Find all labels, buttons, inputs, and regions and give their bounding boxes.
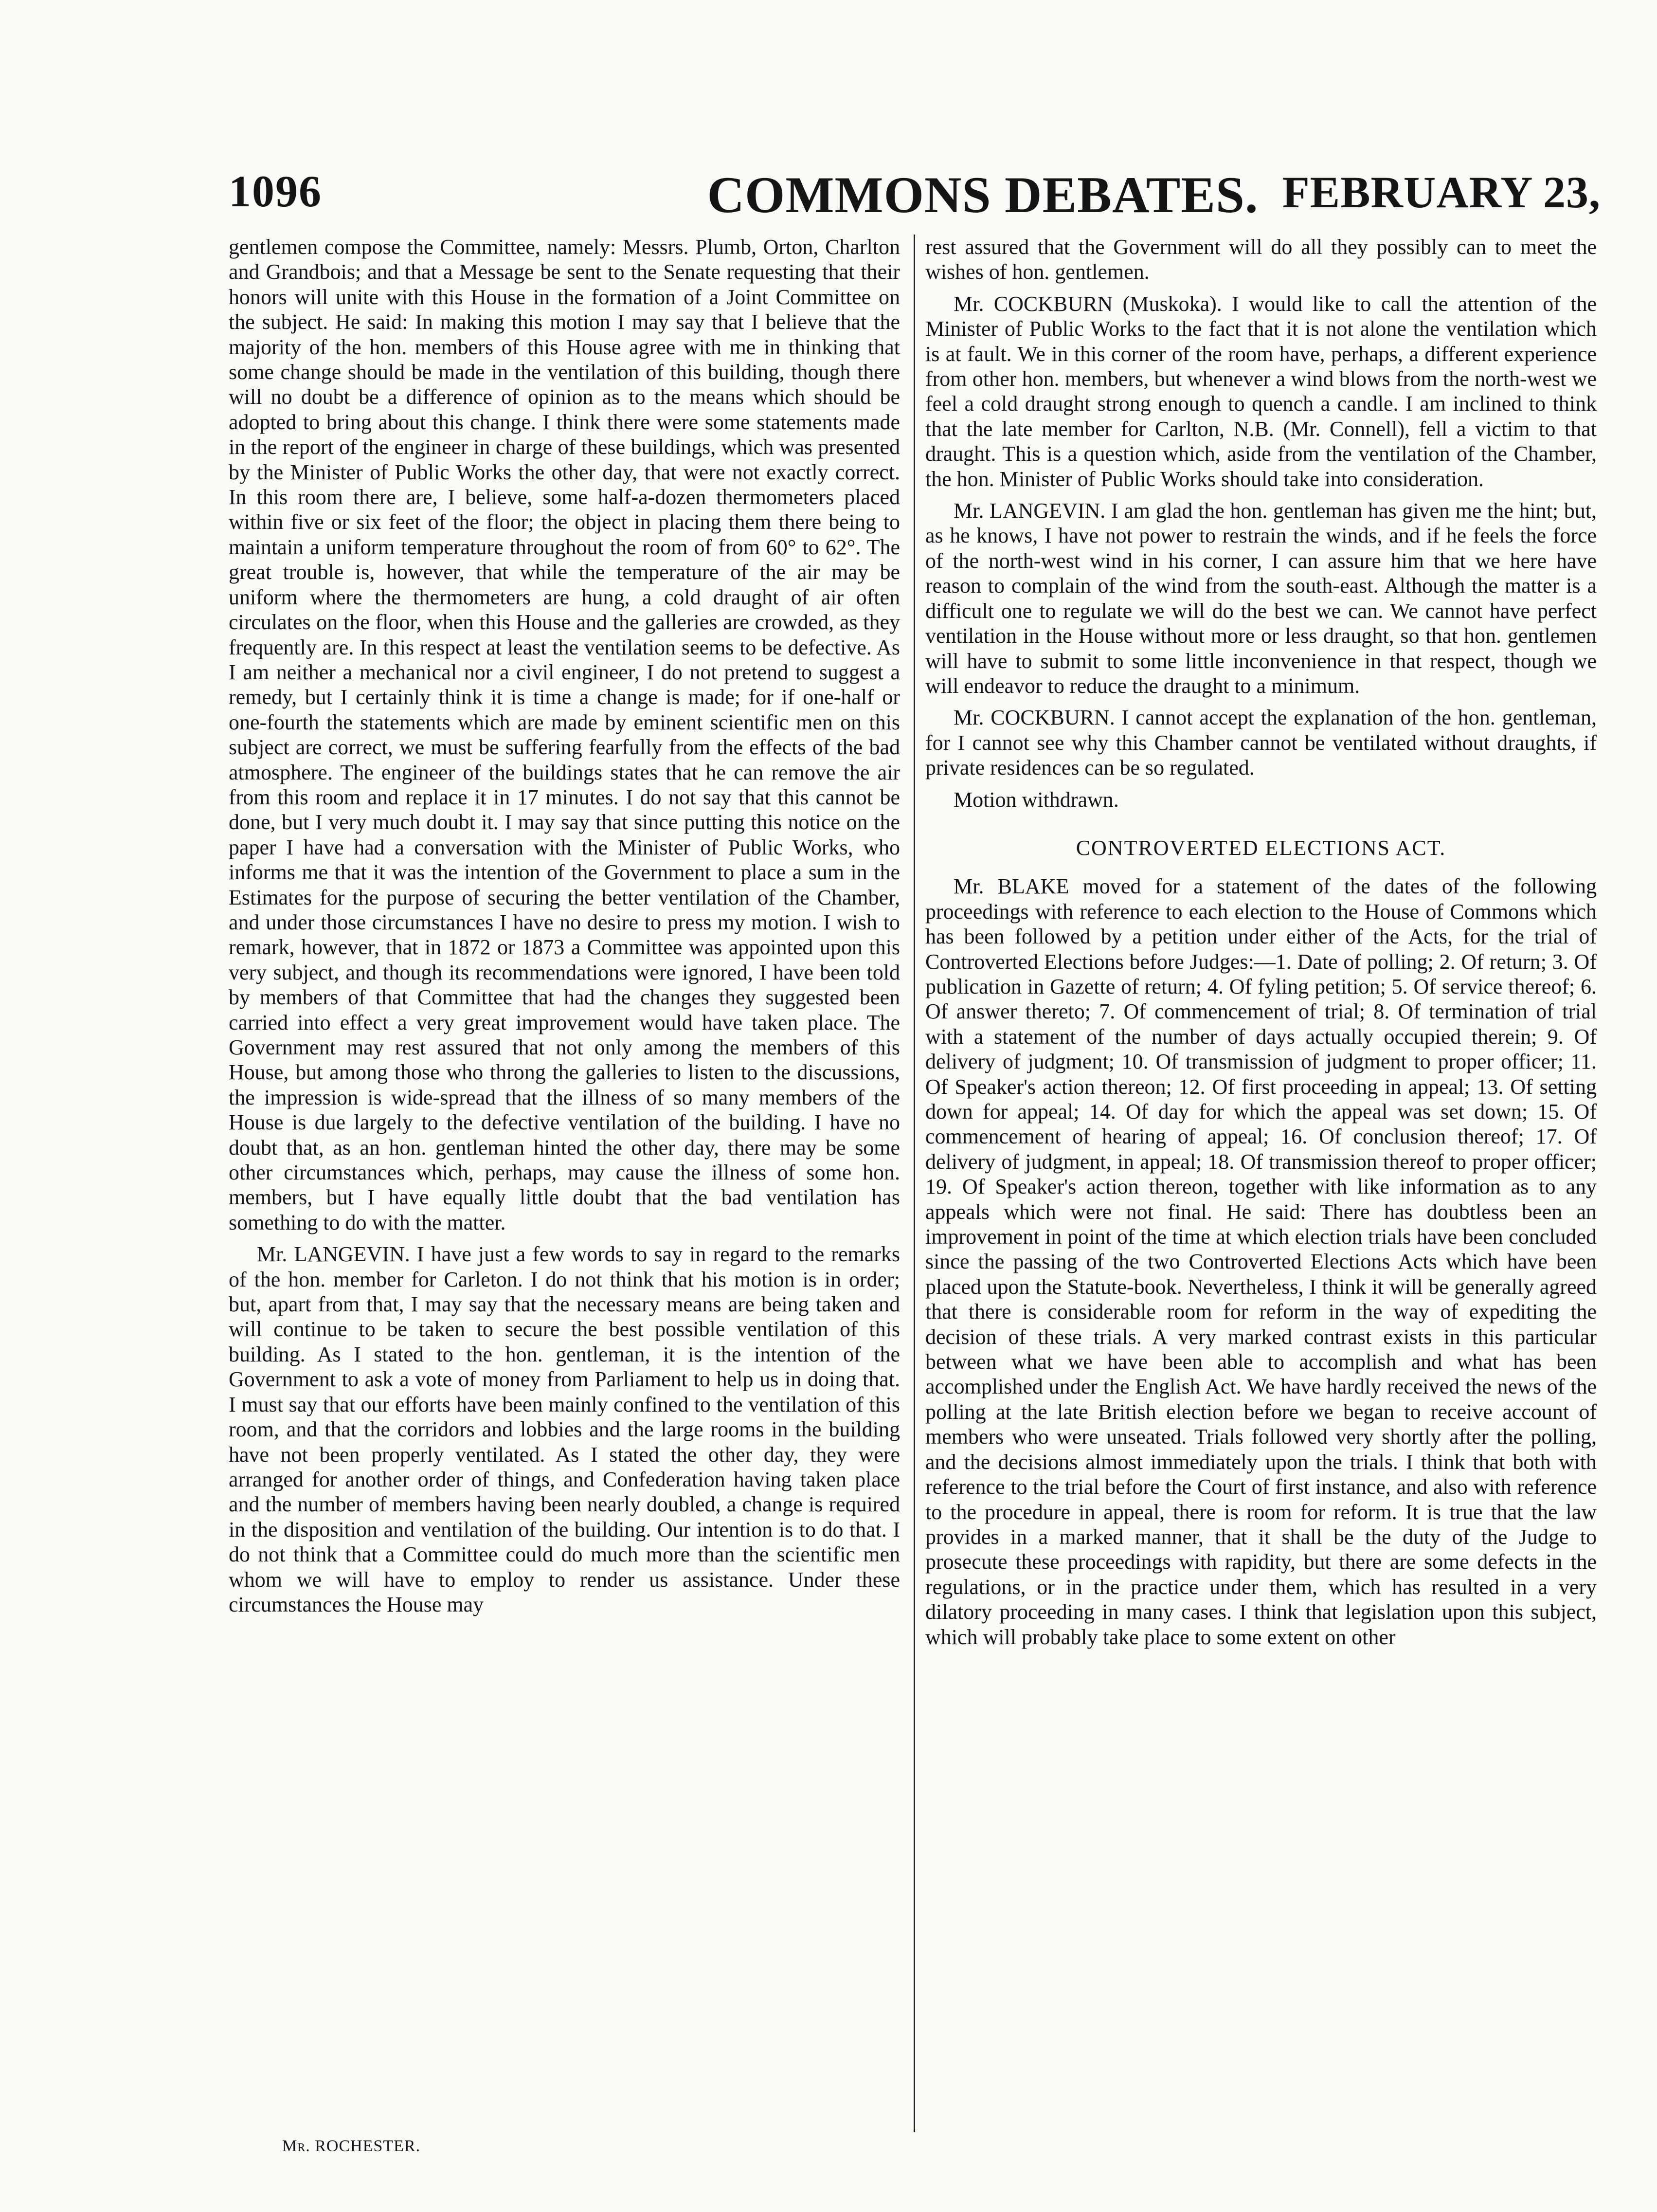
section-title: CONTROVERTED ELECTIONS ACT. bbox=[1076, 835, 1446, 860]
section-paragraph-1: Mr. BLAKE moved for a statement of the dates of the following proceedings with reference to each election to the House of Commons which has been followed by a petition under either of the Acts, for the trial of Controverted Elections before Judges:—1. Date of polling; 2. Of return; 3. Of publication in Gazette of return; 4. Of fyling petition; 5. Of service thereof; 6. Of answer thereto; 7. Of commencement of trial; 8. Of termination of trial with a statement of the number of days actually occupied therein; 9. Of delivery of judgment; 10. Of transmission of judgment to proper officer; 11. Of Speaker's action thereon; 12. Of first proceeding in appeal; 13. Of setting down for appeal; 14. Of day for which the appeal was set down; 15. Of commencement of hearing of appeal; 16. Of conclusion thereof; 17. Of delivery of judgment, in appeal; 18. Of transmission thereof to proper officer; 19. Of Speaker's action thereon, together with like information as to any appeals which were not final. He said: There has doubtless been an improvement in point of the time at which election trials have been concluded since the passing of the two Controverted Elections Acts which have been placed upon the Statute-book. Nevertheless, I think it will be generally agreed that there is considerable room for reform in the way of expediting the decision of these trials. A very marked contrast exists in this particular between what we have been able to accomplish and what has been accomplished under the English Act. We have hardly received the news of the polling at the late British election before we began to receive account of members who were unseated. Trials followed very shortly after the polling, and the decisions almost immediately upon the trials. I think that both with reference to the trial before the Court of first instance, and also with reference to the procedure in appeal, there is room for reform. It is true that the law provides in a marked manner, that it shall be the duty of the Judge to prosecute these proceedings with rapidity, but there are some defects in the regulations, or in the practice under them, which has resulted in a very dilatory proceeding in many cases. I think that legislation upon this subject, which will probably take place to some extent on other bbox=[925, 874, 1597, 1649]
right-paragraph-5: Motion withdrawn. bbox=[954, 787, 1119, 812]
right-column bbox=[925, 235, 1597, 2132]
page-number: 1096 bbox=[229, 166, 322, 216]
right-paragraph-2: Mr. COCKBURN (Muskoka). I would like to call the attention of the Minister of Public Works to the fact that it is not alone the ventilation which is at fault. We in this corner of the room have, perhaps, a different experience from other hon. members, but whenever a wind blows from the north-west we feel a cold draught strong enough to quench a candle. I am inclined to think that the late member for Carlton, N.B. (Mr. Connell), fell a victim to that draught. This is a question which, aside from the ventilation of the Chamber, the hon. Minister of Public Works should take into consideration. bbox=[925, 291, 1597, 491]
left-paragraph-1: gentlemen compose the Committee, namely: Messrs. Plumb, Orton, Charlton and Grandbois; and that a Message be sent to the Senate requesting that their honors will unite with this House in the formation of a Joint Committee on the subject. He said: In making this motion I may say that I believe that the majority of the hon. members of this House agree with me in thinking that some change should be made in the ventilation of this building, though there will no doubt be a difference of opinion as to the means which should be adopted to bring about this change. I think there were some statements made in the report of the engineer in charge of these buildings, which was presented by the Minister of Public Works the other day, that were not exactly correct. In this room there are, I believe, some half-a-dozen thermometers placed within five or six feet of the floor; the object in placing them there being to maintain a uniform temperature throughout the room of from 60° to 62°. The great trouble is, however, that while the temperature of the air may be uniform where the thermometers are hung, a cold draught of air often circulates on the floor, when this House and the galleries are crowded, as they frequently are. In this respect at least the ventilation seems to be defective. As I am neither a mechanical nor a civil engineer, I do not pretend to suggest a remedy, but I certainly think it is time a change is made; for if one-half or one-fourth the statements which are made by eminent scientific men on this subject are correct, we must be suffering fearfully from the effects of the bad atmosphere. The engineer of the buildings states that he can remove the air from this room and replace it in 17 minutes. I do not say that this cannot be done, but I very much doubt it. I may say that since putting this notice on the paper I have had a conversation with the Minister of Public Works, who informs me that it was the intention of the Government to place a sum in the Estimates for the purpose of securing the better ventilation of the Chamber, and under those circumstances I have no desire to press my motion. I wish to remark, however, that in 1872 or 1873 a Committee was appointed upon this very subject, and though its recommendations were ignored, I have been told by members of that Committee that had the changes they suggested been carried into effect a very great improvement would have taken place. The Government may rest assured that not only among the members of this House, but among those who throng the galleries to listen to the discussions, the impression is wide-spread that the illness of so many members of the House is due largely to the defective ventilation of the building. I have no doubt that, as an hon. gentleman hinted the other day, there may be some other circumstances which, perhaps, may cause the illness of some hon. members, but I have equally little doubt that the bad ventilation has something to do with the matter. bbox=[229, 235, 900, 1234]
column-divider bbox=[914, 235, 915, 2132]
footer-speaker-name: Mr. ROCHESTER. bbox=[282, 2137, 421, 2155]
page-date: FEBRUARY 23, bbox=[1282, 167, 1601, 217]
right-paragraph-1: rest assured that the Government will do all they possibly can to meet the wishes of hon. gentlemen. bbox=[925, 235, 1597, 284]
page-header bbox=[229, 165, 1601, 231]
right-paragraph-4: Mr. COCKBURN. I cannot accept the explanation of the hon. gentleman, for I cannot see why this Chamber cannot be ventilated without draughts, if private residences can be so regulated. bbox=[925, 706, 1597, 780]
running-title: COMMONS DEBATES. bbox=[707, 166, 1259, 223]
right-paragraph-3: Mr. LANGEVIN. I am glad the hon. gentleman has given me the hint; but, as he knows, I have not power to restrain the winds, and if he feels the force of the north-west wind in his corner, I can assure him that we here have reason to complain of the wind from the south-east. Although the matter is a difficult one to regulate we will do the best we can. We cannot have perfect ventilation in the House without more or less draught, so that hon. gentlemen will have to submit to some little inconvenience in that respect, though we will endeavor to reduce the draught to a minimum. bbox=[925, 499, 1597, 698]
left-column bbox=[229, 235, 900, 2132]
left-paragraph-2: Mr. LANGEVIN. I have just a few words to say in regard to the remarks of the hon. member for Carleton. I do not think that his motion is in order; but, apart from that, I may say that the necessary means are being taken and will continue to be taken to secure the best possible ventilation of this building. As I stated to the hon. gentleman, it is the intention of the Government to ask a vote of money from Parliament to help us in doing that. I must say that our efforts have been mainly confined to the ventilation of this room, and that the corridors and lobbies and the large rooms in the building have not been properly ventilated. As I stated the other day, they were arranged for another order of things, and Confederation having taken place and the number of members having been nearly doubled, a change is required in the disposition and ventilation of the building. Our intention is to do that. I do not think that a Committee could do much more than the scientific men whom we will have to employ to render us assistance. Under these circumstances the House may bbox=[229, 1242, 900, 1616]
